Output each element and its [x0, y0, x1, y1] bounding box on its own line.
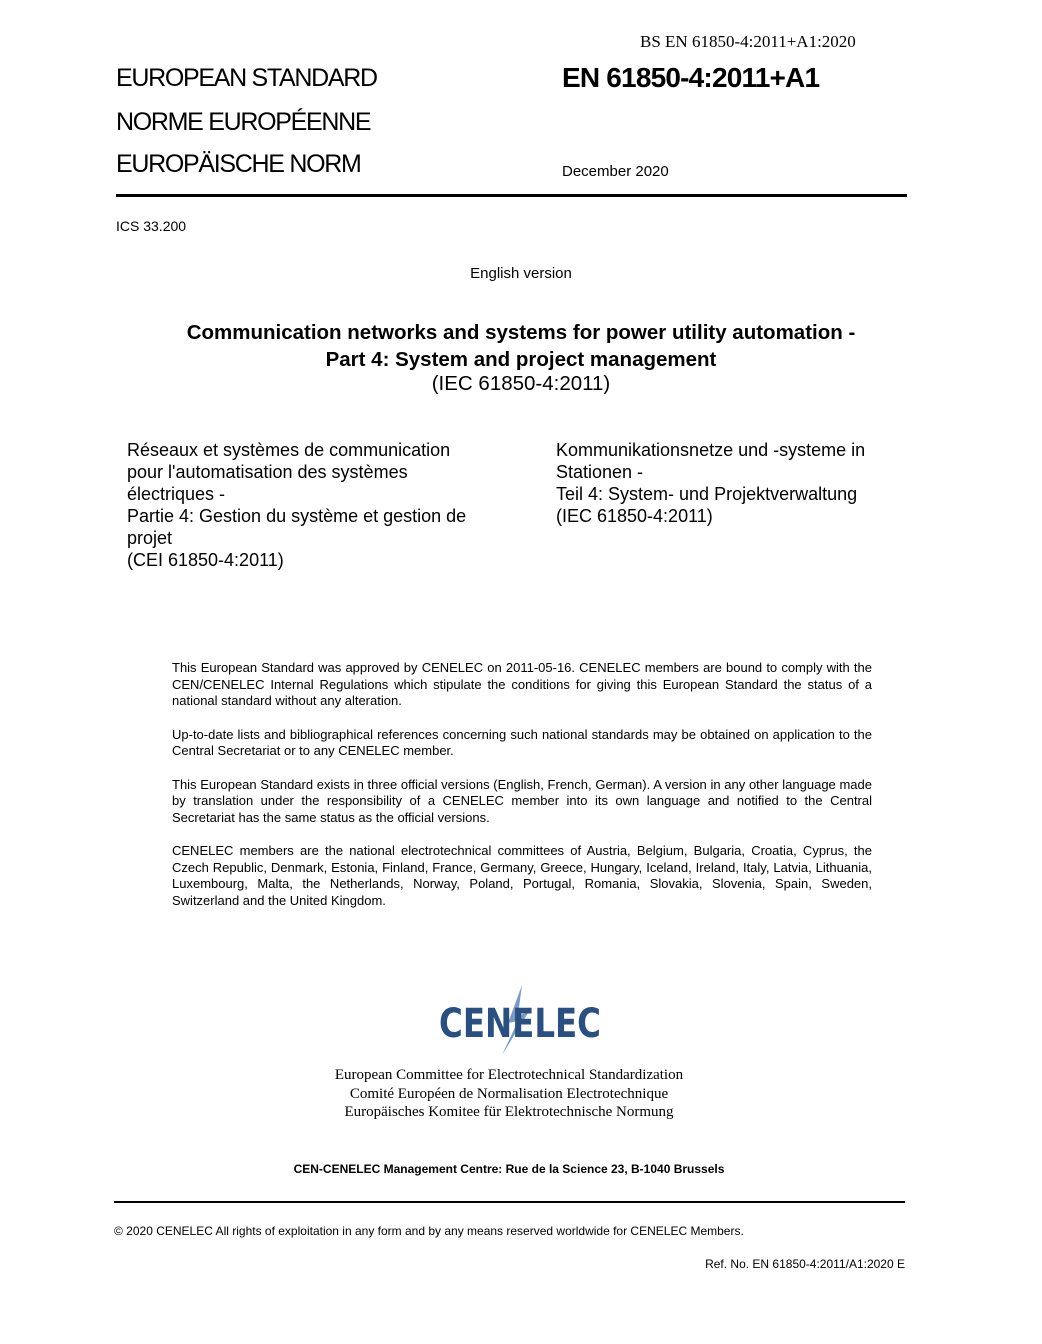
committee-names: [0, 1066, 1018, 1122]
document-title: [0, 319, 1042, 373]
reference-number: Ref. No. EN 61850-4:2011/A1:2020 E: [705, 1257, 905, 1271]
bs-reference: BS EN 61850-4:2011+A1:2020: [640, 32, 856, 51]
title-de-line: Kommunikationsnetze und -systeme in: [556, 440, 866, 460]
en-number: EN 61850-4:2011+A1: [562, 62, 820, 93]
version-label: English version: [470, 265, 572, 282]
committee-name-en: European Committee for Electrotechnical Standardization: [334, 1067, 684, 1083]
title-de-line: (IEC 61850-4:2011): [556, 506, 713, 526]
title-french: [127, 439, 507, 571]
standard-name-de: EUROPÄISCHE NORM: [116, 150, 361, 178]
paragraph-members: CENELEC members are the national electrotechnical committees of Austria, Belgium, Bulgaria, Croatia, Cyprus, the Czech Republic, Denmark, Estonia, Finland, France, Germany, Greece, Hungary, Iceland, Ireland, Italy, Latvia, Lithuania, Luxembourg, Malta, the Netherlands, Norway, Poland, Portugal, Romania, Slovakia, Slovenia, Spain, Sweden, Switzerland and the United Kingdom.: [172, 843, 872, 908]
title-fr-line: pour l'automatisation des systèmes: [127, 462, 408, 482]
title-german: [556, 439, 906, 527]
standard-name-fr: NORME EUROPÉENNE: [116, 108, 371, 136]
top-divider: [116, 194, 907, 197]
standard-name-en: EUROPEAN STANDARD: [116, 64, 377, 92]
committee-name-de: Europäisches Komitee für Elektrotechnische Normung: [344, 1104, 674, 1120]
title-fr-line: Partie 4: Gestion du système et gestion de: [127, 506, 467, 526]
paragraph-approval: This European Standard was approved by CENELEC on 2011-05-16. CENELEC members are bound to comply with the CEN/CENELEC Internal Regulations which stipulate the conditions for giving this European Standard the status of a national standard without any alteration.: [172, 660, 872, 708]
title-fr-line: électriques -: [127, 484, 226, 504]
management-centre: CEN-CENELEC Management Centre: Rue de la Science 23, B-1040 Brussels: [293, 1162, 725, 1176]
copyright-notice: © 2020 CENELEC All rights of exploitation in any form and by any means reserved worldwide for CENELEC Members.: [114, 1224, 744, 1238]
cenelec-logo: [430, 985, 610, 1055]
title-iec: (IEC 61850-4:2011): [431, 372, 611, 395]
title-fr-line: projet: [127, 528, 173, 548]
approval-text: [172, 660, 872, 926]
bottom-divider: [114, 1201, 905, 1203]
ics-code: ICS 33.200: [116, 218, 187, 234]
title-fr-line: (CEI 61850-4:2011): [127, 550, 284, 570]
title-line-1: Communication networks and systems for power utility automation -: [186, 321, 856, 344]
paragraph-references: Up-to-date lists and bibliographical references concerning such national standards may be obtained on application to the Central Secretariat or to any CENELEC member.: [172, 726, 872, 758]
paragraph-versions: This European Standard exists in three official versions (English, French, German). A version in any other language made by translation under the responsibility of a CENELEC member into its own language and notified to the Central Secretariat has the same status as the official versions.: [172, 776, 872, 825]
title-line-2: Part 4: System and project management: [325, 348, 717, 371]
title-de-line: Teil 4: System- und Projektverwaltung: [556, 484, 858, 504]
logo-wordmark: CENELEC: [439, 1001, 601, 1047]
title-fr-line: Réseaux et systèmes de communication: [127, 440, 451, 460]
publication-date: December 2020: [562, 163, 669, 180]
committee-name-fr: Comité Européen de Normalisation Electrotechnique: [349, 1085, 669, 1102]
title-de-line: Stationen -: [556, 462, 644, 482]
